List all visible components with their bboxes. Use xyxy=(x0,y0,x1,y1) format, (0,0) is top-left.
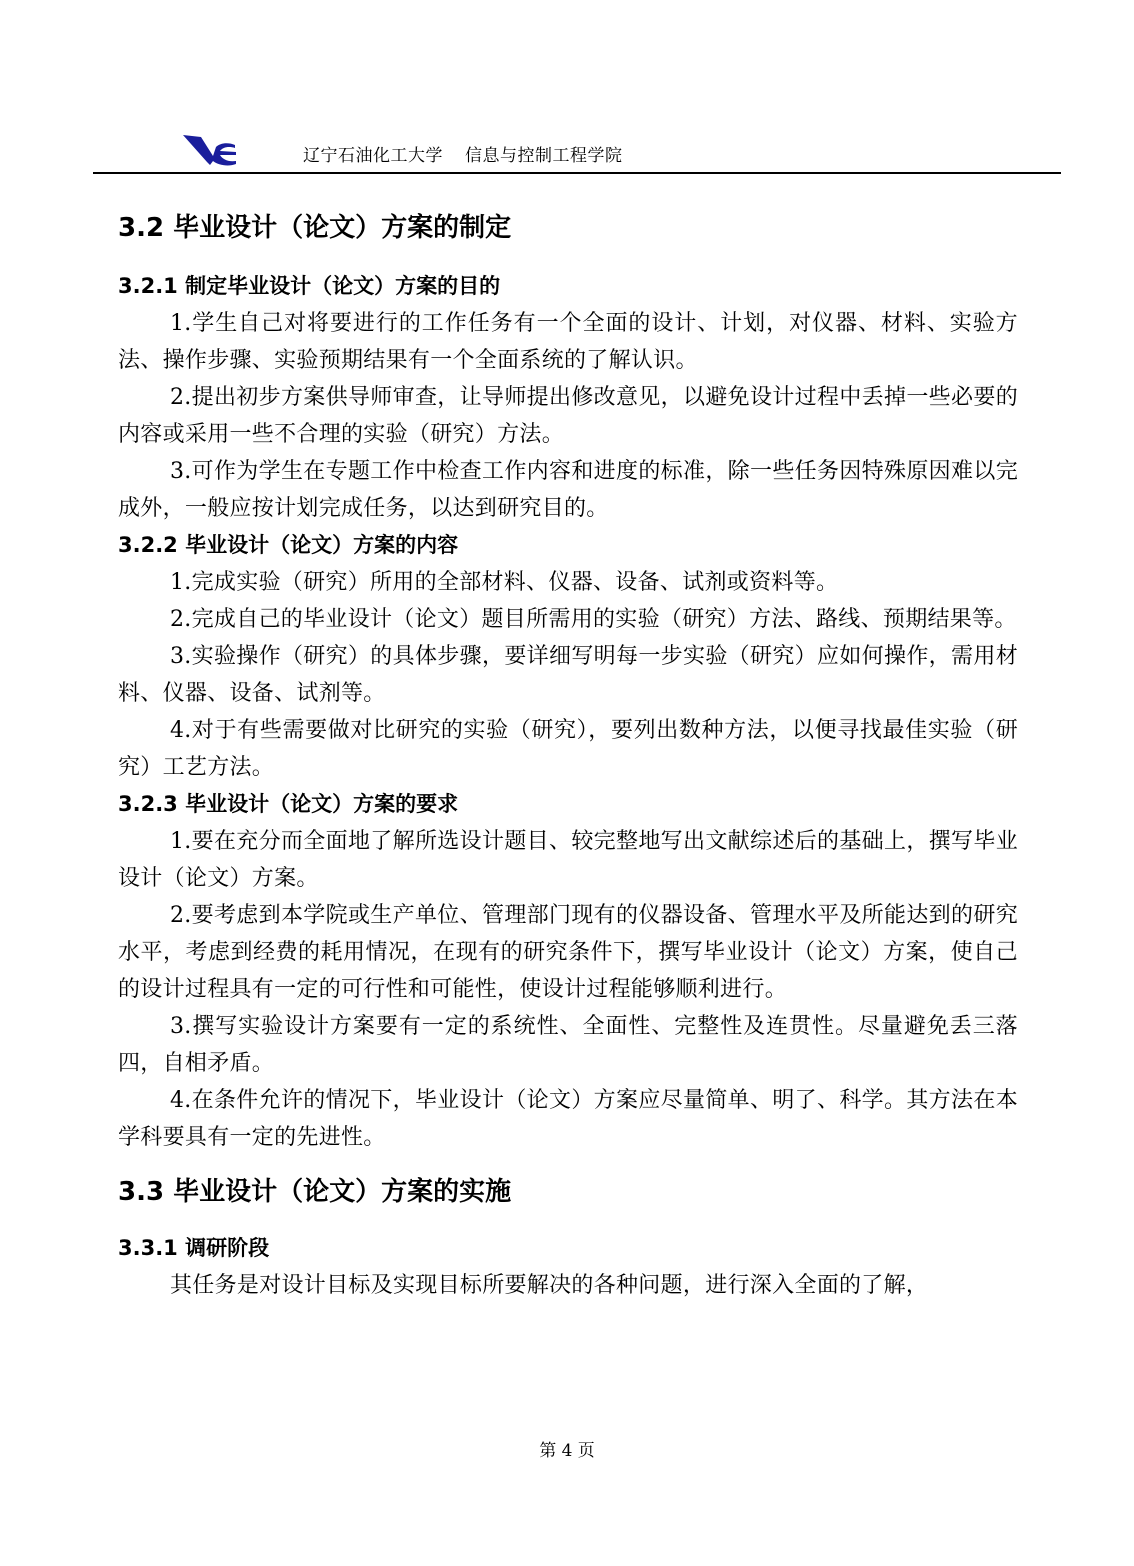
section-3-2-1-title: 3.2.1 制定毕业设计（论文）方案的目的 xyxy=(118,274,501,298)
paragraph: 3.撰写实验设计方案要有一定的系统性、全面性、完整性及连贯性。尽量避免丢三落四，自相矛盾。 xyxy=(118,1014,1018,1076)
paragraph: 4.在条件允许的情况下，毕业设计（论文）方案应尽量简单、明了、科学。其方法在本学科要具有一定的先进性。 xyxy=(118,1088,1018,1150)
section-3-3-title: 3.3 毕业设计（论文）方案的实施 xyxy=(118,1177,512,1207)
section-3-2-3-title: 3.2.3 毕业设计（论文）方案的要求 xyxy=(118,792,459,816)
university-logo-icon xyxy=(183,134,237,168)
header-divider xyxy=(93,172,1061,174)
paragraph: 其任务是对设计目标及实现目标所要解决的各种问题，进行深入全面的了解， xyxy=(170,1273,929,1298)
paragraph: 1.要在充分而全面地了解所选设计题目、较完整地写出文献综述后的基础上，撰写毕业设计（论文）方案。 xyxy=(118,829,1018,891)
paragraph: 2.完成自己的毕业设计（论文）题目所需用的实验（研究）方法、路线、预期结果等。 xyxy=(170,607,1017,632)
paragraph: 4.对于有些需要做对比研究的实验（研究），要列出数种方法，以便寻找最佳实验（研究）工艺方法。 xyxy=(118,718,1018,780)
page-number: 第 4 页 xyxy=(539,1441,595,1461)
section-3-2-2-title: 3.2.2 毕业设计（论文）方案的内容 xyxy=(118,533,459,557)
paragraph: 2.提出初步方案供导师审查，让导师提出修改意见，以避免设计过程中丢掉一些必要的内容或采用一些不合理的实验（研究）方法。 xyxy=(118,385,1018,447)
header-college: 信息与控制工程学院 xyxy=(465,146,623,166)
section-3-2-title: 3.2 毕业设计（论文）方案的制定 xyxy=(118,213,512,243)
page-footer xyxy=(0,1436,1134,1461)
paragraph: 2.要考虑到本学院或生产单位、管理部门现有的仪器设备、管理水平及所能达到的研究水平，考虑到经费的耗用情况，在现有的研究条件下，撰写毕业设计（论文）方案，使自己的设计过程具有一定的可行性和可能性，使设计过程能够顺利进行。 xyxy=(118,903,1018,1002)
header-university: 辽宁石油化工大学 xyxy=(303,146,443,166)
paragraph: 1.学生自己对将要进行的工作任务有一个全面的设计、计划，对仪器、材料、实验方法、操作步骤、实验预期结果有一个全面系统的了解认识。 xyxy=(118,311,1018,373)
paragraph: 1.完成实验（研究）所用的全部材料、仪器、设备、试剂或资料等。 xyxy=(170,570,839,595)
paragraph: 3.实验操作（研究）的具体步骤，要详细写明每一步实验（研究）应如何操作，需用材料、仪器、设备、试剂等。 xyxy=(118,644,1018,706)
header-title xyxy=(303,141,623,166)
section-3-3-1-title: 3.3.1 调研阶段 xyxy=(118,1236,270,1260)
paragraph: 3.可作为学生在专题工作中检查工作内容和进度的标准，除一些任务因特殊原因难以完成外，一般应按计划完成任务，以达到研究目的。 xyxy=(118,459,1018,521)
page-header xyxy=(0,0,1134,175)
page-body xyxy=(118,200,1018,1304)
